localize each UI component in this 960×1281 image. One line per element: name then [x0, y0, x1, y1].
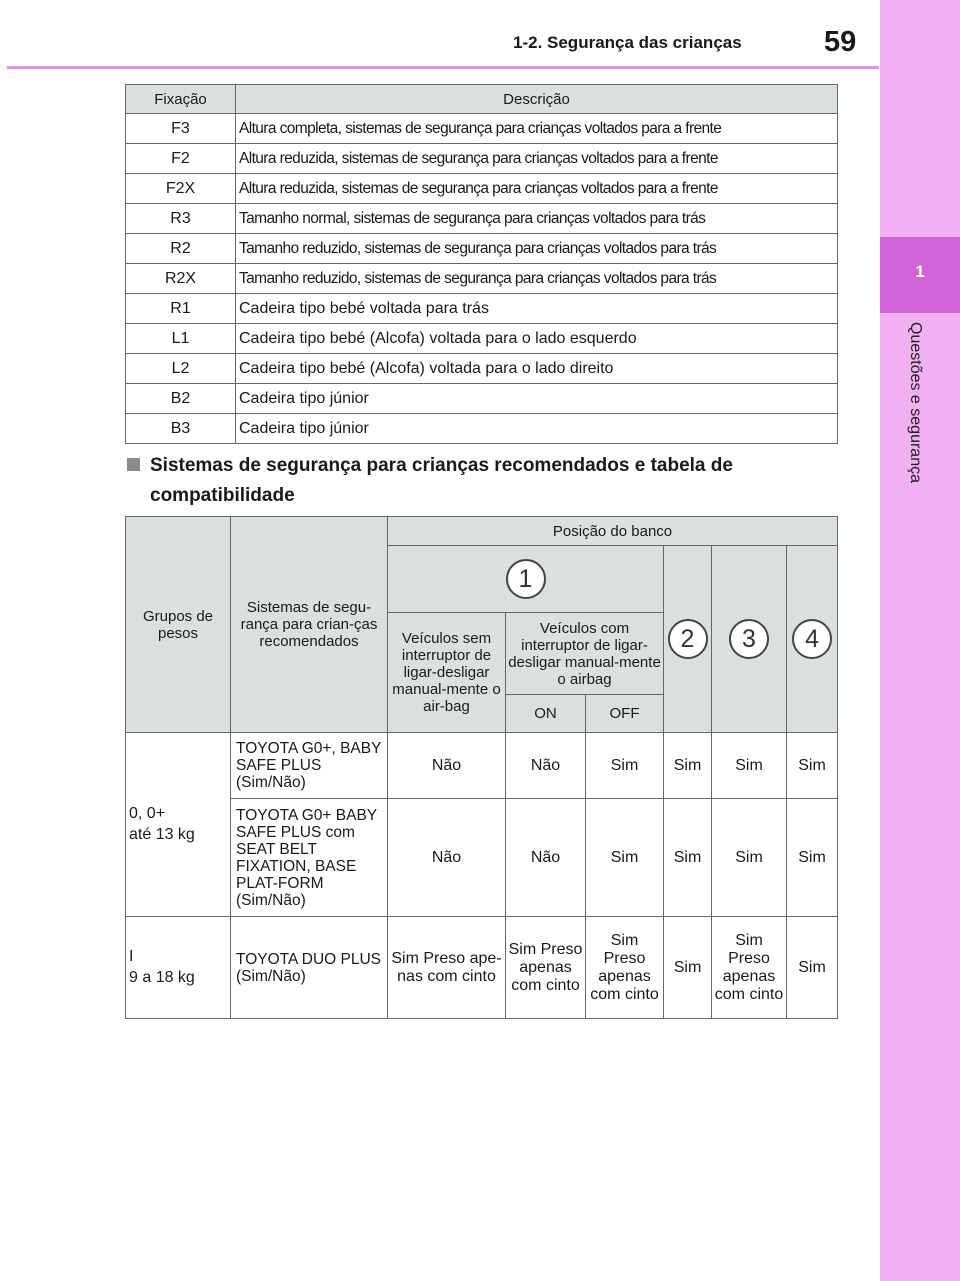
- table-row: [126, 294, 838, 324]
- section-heading: Sistemas de segurança para crianças recomendados e tabela de compatibilidade: [150, 455, 733, 506]
- chapter-number: 1: [915, 262, 925, 281]
- compatibility-value: Sim Preso apenas com cinto: [712, 917, 787, 1019]
- recommended-system: TOYOTA DUO PLUS (Sim/Não): [231, 917, 388, 1019]
- fixation-code: L1: [126, 324, 236, 354]
- section-title: 1-2. Segurança das crianças: [513, 33, 742, 52]
- weight-group-cell: [126, 917, 231, 1019]
- fixation-description: Altura completa, sistemas de segurança para crianças voltados para a frente: [236, 114, 838, 144]
- fixation-code: L2: [126, 354, 236, 384]
- seat-4-header: [787, 546, 838, 733]
- header-fixation: Fixação: [126, 85, 236, 114]
- weight-group-name: 0, 0+: [129, 805, 166, 822]
- fixation-code: R1: [126, 294, 236, 324]
- table-row: [126, 354, 838, 384]
- page-number: 59: [824, 26, 857, 58]
- compatibility-value: Sim: [712, 733, 787, 799]
- header-divider: [7, 66, 879, 69]
- header-on: ON: [506, 695, 586, 733]
- header-seat-position: Posição do banco: [388, 517, 838, 546]
- table-header-row: [126, 85, 838, 114]
- fixation-code: B3: [126, 414, 236, 444]
- fixation-description: Tamanho reduzido, sistemas de segurança para crianças voltados para trás: [236, 264, 838, 294]
- compatibility-table: [125, 516, 838, 1019]
- fixation-description: Tamanho normal, sistemas de segurança para crianças voltados para trás: [236, 204, 838, 234]
- fixation-code: F2: [126, 144, 236, 174]
- compatibility-value: Sim: [712, 799, 787, 917]
- compatibility-value: Não: [388, 799, 506, 917]
- table-row: [126, 324, 838, 354]
- header-no-switch: Veículos sem interruptor de ligar-desligar manual-mente o air-bag: [388, 613, 506, 733]
- fixation-description: Tamanho reduzido, sistemas de segurança para crianças voltados para trás: [236, 234, 838, 264]
- weight-group-range: até 13 kg: [129, 826, 195, 843]
- table-row: [126, 174, 838, 204]
- fixation-description: Cadeira tipo bebé voltada para trás: [236, 294, 838, 324]
- compatibility-value: Sim: [664, 799, 712, 917]
- seat-2-icon: 2: [668, 619, 708, 659]
- recommended-system: TOYOTA G0+ BABY SAFE PLUS com SEAT BELT FIXATION, BASE PLAT-FORM (Sim/Não): [231, 799, 388, 917]
- table-row: [126, 144, 838, 174]
- compatibility-value: Sim: [787, 733, 838, 799]
- compatibility-value: Sim: [664, 917, 712, 1019]
- fixation-description: Altura reduzida, sistemas de segurança para crianças voltados para a frente: [236, 144, 838, 174]
- table-row: [126, 384, 838, 414]
- weight-group-name: I: [129, 948, 134, 965]
- fixation-code: R2X: [126, 264, 236, 294]
- table-row: [126, 799, 838, 917]
- header-description: Descrição: [236, 85, 838, 114]
- header-with-switch: Veículos com interruptor de ligar-desligar manual-mente o airbag: [506, 613, 664, 695]
- compatibility-value: Sim: [664, 733, 712, 799]
- seat-2-header: [664, 546, 712, 733]
- weight-group-cell: [126, 733, 231, 917]
- compatibility-value: Sim: [787, 917, 838, 1019]
- fixation-code: R2: [126, 234, 236, 264]
- seat-1-header: [388, 546, 664, 613]
- compatibility-value: Sim Preso apenas com cinto: [586, 917, 664, 1019]
- fixation-code: R3: [126, 204, 236, 234]
- fixation-description: Cadeira tipo bebé (Alcofa) voltada para o lado direito: [236, 354, 838, 384]
- table-row: [126, 204, 838, 234]
- compatibility-value: Sim: [787, 799, 838, 917]
- compatibility-value: Não: [506, 799, 586, 917]
- table-row: [126, 234, 838, 264]
- recommended-system: TOYOTA G0+, BABY SAFE PLUS (Sim/Não): [231, 733, 388, 799]
- fixation-code: B2: [126, 384, 236, 414]
- compatibility-value: Sim Preso ape-nas com cinto: [388, 917, 506, 1019]
- seat-1-icon: 1: [506, 559, 546, 599]
- header-weight-groups: Grupos de pesos: [126, 517, 231, 733]
- fixation-description: Cadeira tipo júnior: [236, 384, 838, 414]
- compatibility-value: Sim: [586, 733, 664, 799]
- seat-3-header: [712, 546, 787, 733]
- compatibility-value: Não: [388, 733, 506, 799]
- fixation-code: F2X: [126, 174, 236, 204]
- fixation-description: Cadeira tipo bebé (Alcofa) voltada para o lado esquerdo: [236, 324, 838, 354]
- weight-group-range: 9 a 18 kg: [129, 969, 195, 986]
- fixation-code: F3: [126, 114, 236, 144]
- compatibility-value: Sim: [586, 799, 664, 917]
- fixation-table: [125, 84, 838, 444]
- bullet-square-icon: [127, 458, 140, 471]
- seat-3-icon: 3: [729, 619, 769, 659]
- table-row: [126, 264, 838, 294]
- chapter-label: Questões e segurança: [907, 322, 924, 483]
- header-recommended-systems: Sistemas de segu-rança para crian-ças recomendados: [231, 517, 388, 733]
- chapter-tab: [880, 0, 960, 1281]
- compatibility-value: Não: [506, 733, 586, 799]
- table-row: [126, 114, 838, 144]
- header-off: OFF: [586, 695, 664, 733]
- table-row: [126, 414, 838, 444]
- table-row: [126, 733, 838, 799]
- seat-4-icon: 4: [792, 619, 832, 659]
- fixation-description: Cadeira tipo júnior: [236, 414, 838, 444]
- table-row: [126, 917, 838, 1019]
- fixation-description: Altura reduzida, sistemas de segurança para crianças voltados para a frente: [236, 174, 838, 204]
- compatibility-value: Sim Preso apenas com cinto: [506, 917, 586, 1019]
